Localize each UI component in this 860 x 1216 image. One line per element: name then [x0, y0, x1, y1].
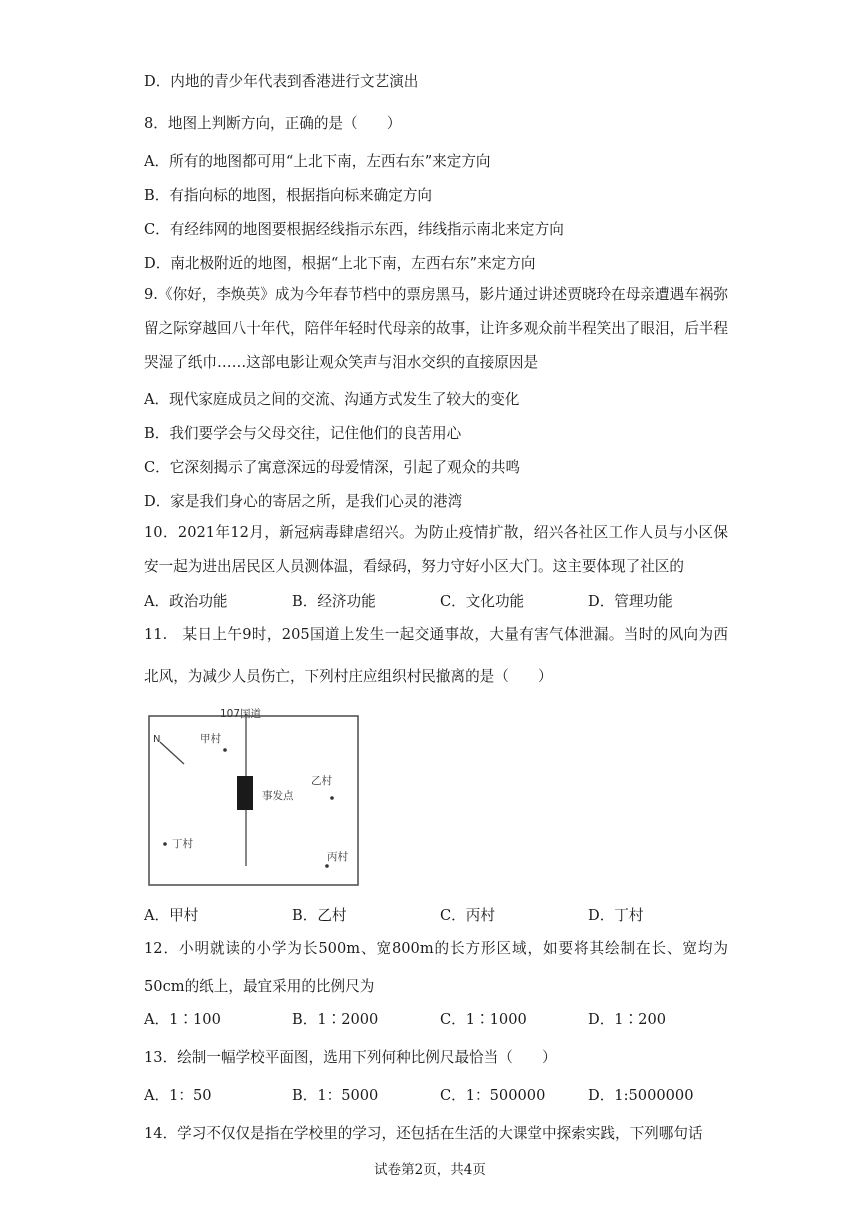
q9-option-a: A．现代家庭成员之间的交流、沟通方式发生了较大的变化 [144, 391, 520, 408]
accident-label: 事发点 [262, 790, 294, 802]
village-label-bing: 丙村 [327, 851, 348, 863]
village-dot-yi [330, 796, 334, 800]
q9-option-d: D．家是我们身心的寄居之所，是我们心灵的港湾 [144, 493, 463, 510]
q12-option-c: C．1∶1000 [440, 1011, 527, 1028]
q8-option-a: A．所有的地图都可用“上北下南，左西右东”来定方向 [144, 153, 491, 170]
village-label-ding: 丁村 [172, 838, 193, 850]
q12-option-a: A．1∶100 [144, 1011, 221, 1028]
q11-option-b: B．乙村 [292, 907, 347, 924]
q12-options [144, 1010, 704, 1030]
village-dot-bing [325, 864, 329, 868]
q12-option-b: B．1∶2000 [292, 1011, 379, 1028]
q13-option-b: B．1：5000 [292, 1087, 379, 1104]
q11-stem: 11. 某日上午9时，205国道上发生一起交通事故，大量有害气体泄漏。当时的风向为西北风，为减少人员伤亡，下列村庄应组织村民撤离的是（ ） [144, 626, 728, 685]
q10-option-a: A．政治功能 [144, 593, 228, 610]
road-label: 107国道 [220, 708, 262, 720]
q10-stem: 10．2021年12月，新冠病毒肆虐绍兴。为防止疫情扩散，绍兴各社区工作人员与小区保安一起为进出居民区人员测体温，看绿码，努力守好小区大门。这主要体现了社区的 [144, 524, 728, 575]
village-label-yi: 乙村 [311, 775, 332, 787]
q10-option-d: D．管理功能 [588, 593, 673, 610]
q12-option-d: D．1∶200 [588, 1011, 667, 1028]
q13-stem: 13．绘制一幅学校平面图，选用下列何种比例尺最恰当（ ） [144, 1049, 557, 1066]
page-footer: 试卷第2页，共4页 [374, 1162, 486, 1178]
q13-option-d: D．1:5000000 [588, 1087, 694, 1104]
q8-option-c: C．有经纬网的地图要根据经线指示东西，纬线指示南北来定方向 [144, 221, 564, 238]
q9-option-c: C．它深刻揭示了寓意深远的母爱情深，引起了观众的共鸣 [144, 459, 521, 476]
q11-options [144, 906, 704, 926]
village-label-jia: 甲村 [200, 733, 221, 745]
q10-options [144, 592, 704, 612]
q11-option-a: A．甲村 [144, 907, 199, 924]
q9-stem: 9.《你好，李焕英》成为今年春节档中的票房黑马，影片通过讲述贾晓玲在母亲遭遇车祸弥留之际穿越回八十年代，陪伴年轻时代母亲的故事，让许多观众前半程笑出了眼泪，后半程哭湿了纸巾……这部电影让观众笑声与泪水交织的直接原因是 [144, 286, 728, 371]
accident-marker [237, 776, 253, 810]
q11-option-d: D．丁村 [588, 907, 644, 924]
q8-option-d: D．南北极附近的地图，根据“上北下南，左西右东”来定方向 [144, 255, 536, 272]
q10-option-b: B．经济功能 [292, 593, 376, 610]
q13-options [144, 1086, 704, 1106]
q13-option-a: A．1：50 [144, 1087, 212, 1104]
q7-option-d: D．内地的青少年代表到香港进行文艺演出 [144, 73, 419, 90]
q11-option-c: C．丙村 [440, 907, 495, 924]
q8-option-b: B．有指向标的地图，根据指向标来确定方向 [144, 187, 433, 204]
q13-option-c: C．1：500000 [440, 1087, 546, 1104]
q14-stem: 14．学习不仅仅是指在学校里的学习，还包括在生活的大课堂中探索实践，下列哪句话 [144, 1125, 703, 1142]
q12-stem: 12．小明就读的小学为长500m、宽800m的长方形区域，如要将其绘制在长、宽均为50cm的纸上，最宜采用的比例尺为 [144, 940, 728, 995]
q10-option-c: C．文化功能 [440, 593, 525, 610]
village-dot-ding [163, 842, 167, 846]
village-dot-jia [223, 748, 227, 752]
north-label: N [153, 734, 161, 745]
q9-option-b: B．我们要学会与父母交往，记住他们的良苦用心 [144, 425, 462, 442]
q8-stem: 8．地图上判断方向，正确的是（ ） [144, 115, 402, 132]
q11-accident-map [148, 704, 360, 888]
